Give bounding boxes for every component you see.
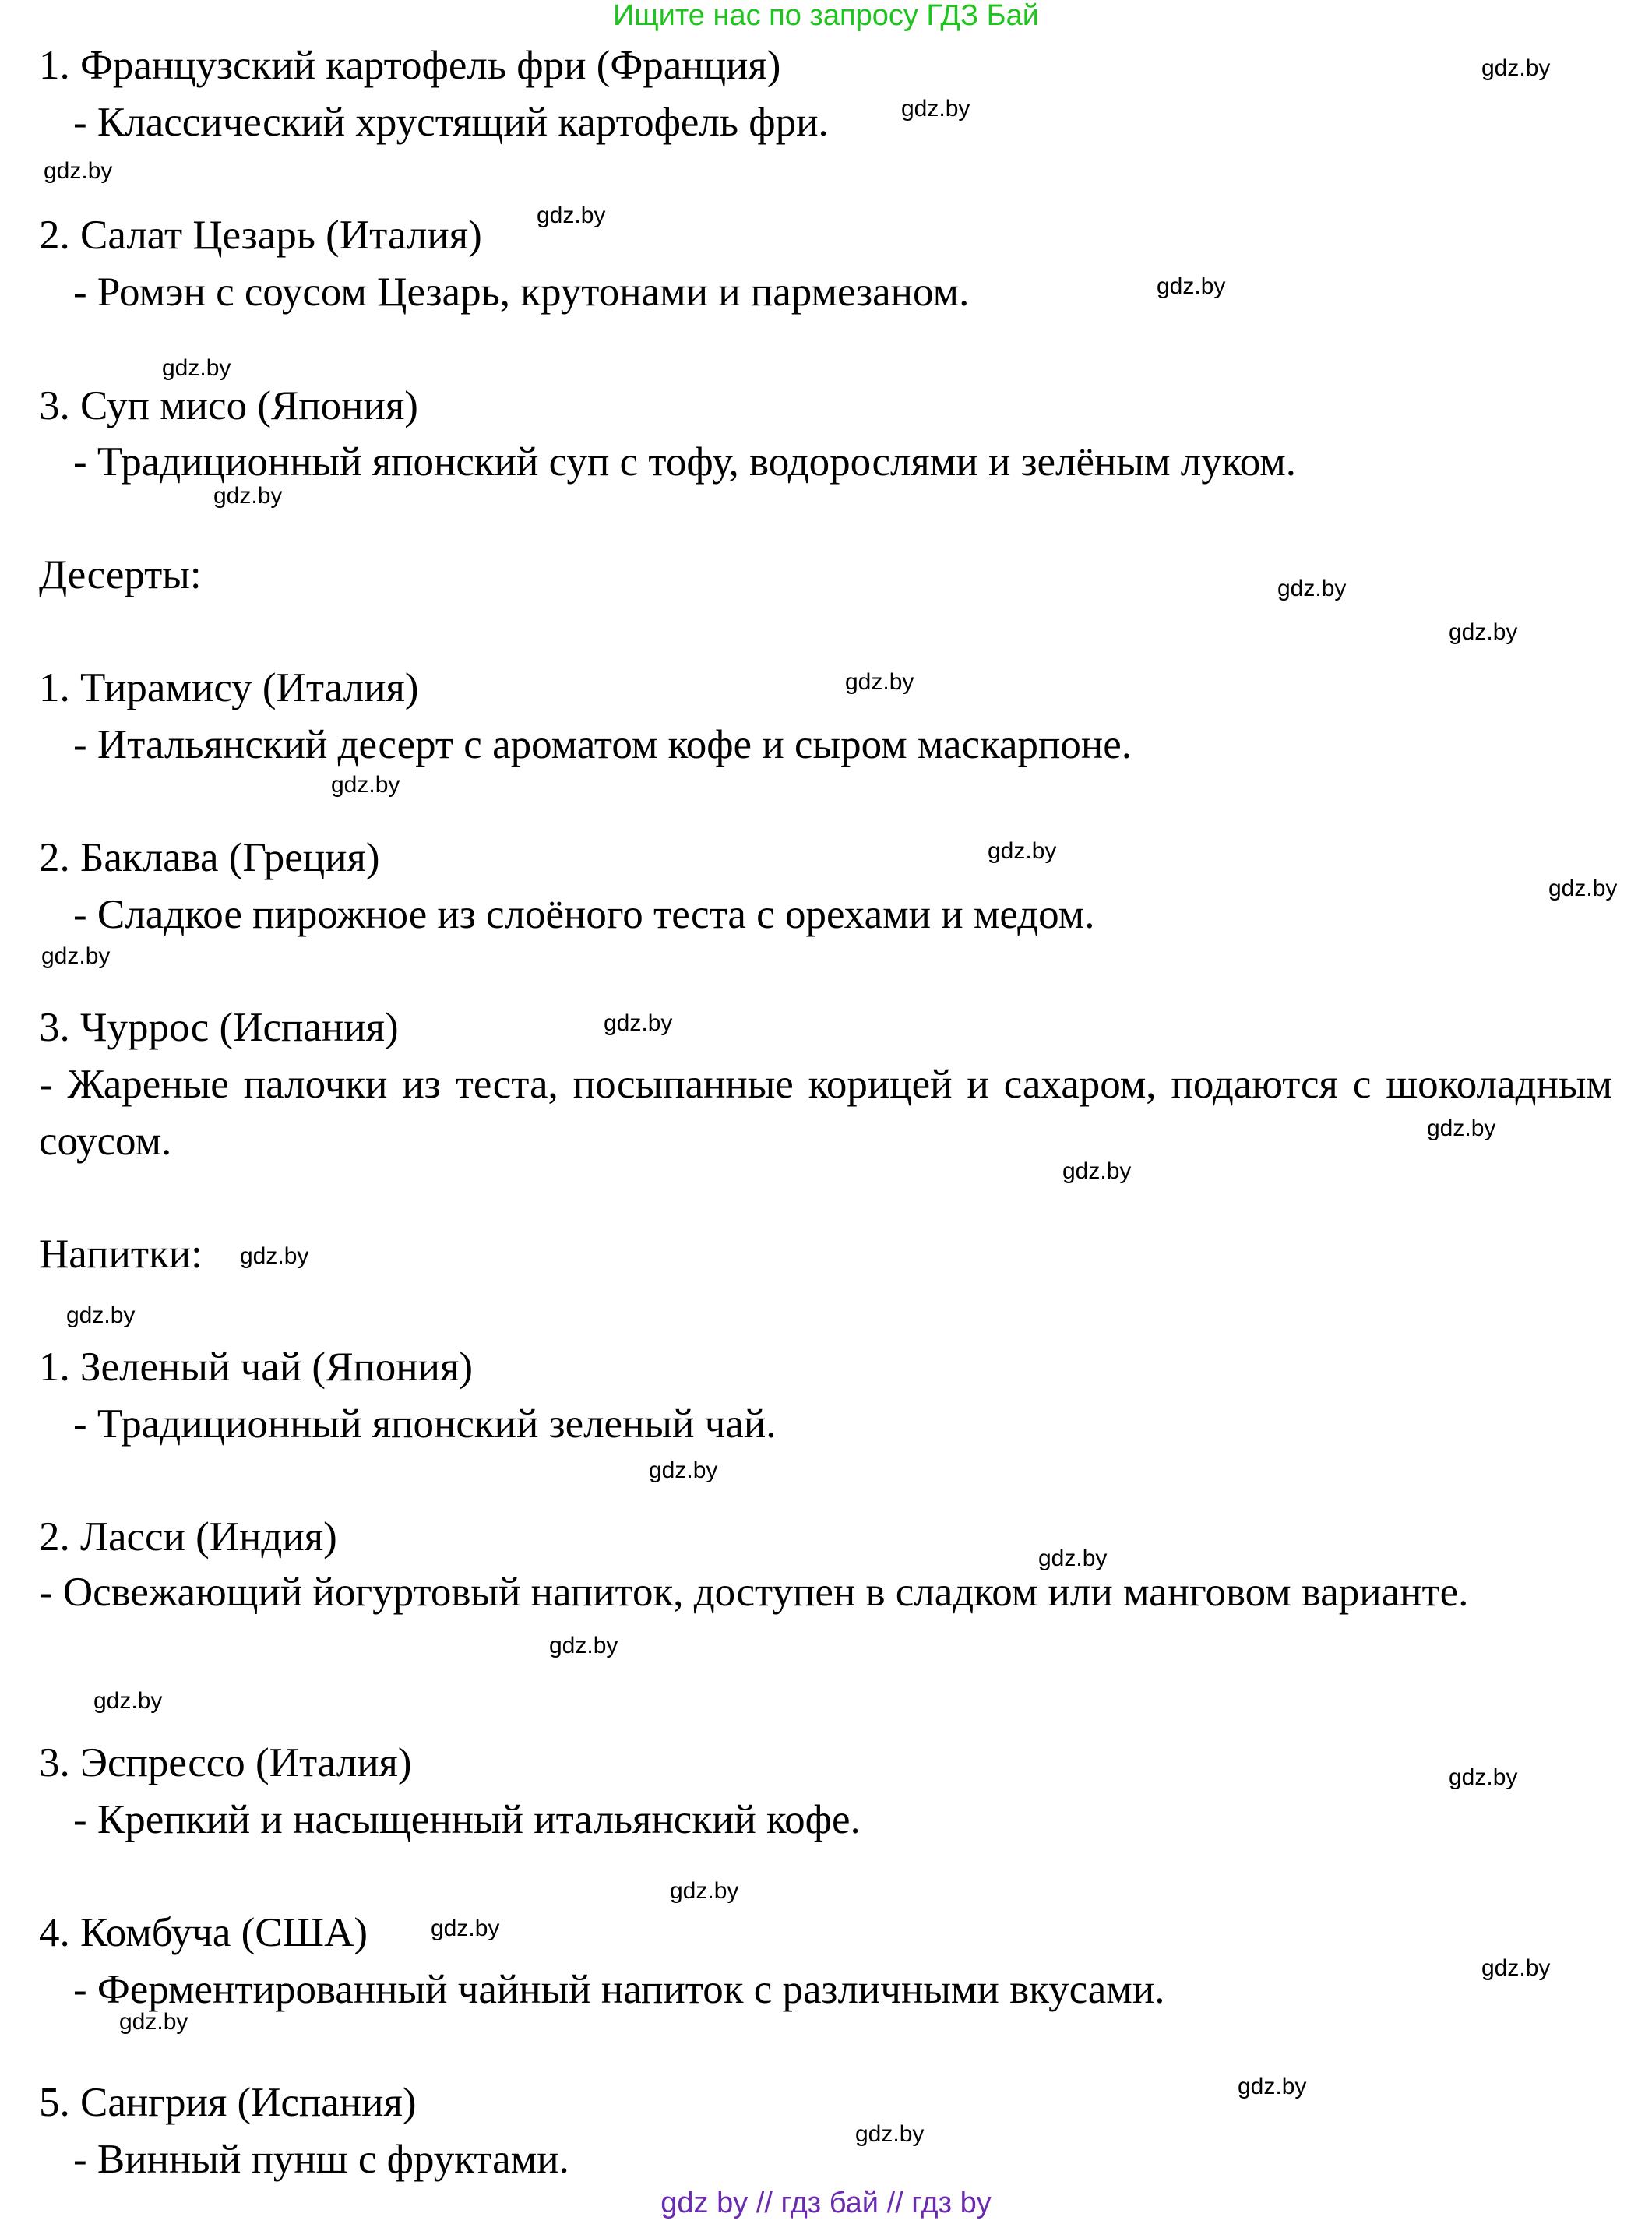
watermark: gdz.by <box>93 1688 163 1714</box>
item-title: 4. Комбуча (США) <box>39 1910 368 1955</box>
watermark: gdz.by <box>1277 576 1347 601</box>
watermark: gdz.by <box>855 2121 925 2147</box>
item-title: 2. Баклава (Греция) <box>39 835 380 880</box>
item-description: - Сладкое пирожное из слоёного теста с орехами и медом. <box>73 892 1095 937</box>
watermark: gdz.by <box>1548 876 1618 901</box>
watermark: gdz.by <box>670 1878 739 1904</box>
watermark: gdz.by <box>1038 1546 1108 1571</box>
watermark: gdz.by <box>988 838 1057 864</box>
watermark: gdz.by <box>649 1457 718 1483</box>
watermark: gdz.by <box>604 1010 673 1036</box>
item-title: 3. Суп мисо (Япония) <box>39 383 418 428</box>
watermark: gdz.by <box>431 1916 500 1941</box>
item-description: - Ромэн с соусом Цезарь, крутонами и пармезаном. <box>73 270 970 315</box>
watermark: gdz.by <box>549 1633 618 1658</box>
watermark: gdz.by <box>240 1243 309 1269</box>
watermark: gdz.by <box>44 158 113 184</box>
watermark: gdz.by <box>1062 1158 1132 1184</box>
item-title: 1. Тирамису (Италия) <box>39 665 419 710</box>
watermark: gdz.by <box>901 96 970 122</box>
watermark: gdz.by <box>1157 273 1226 299</box>
watermark: gdz.by <box>1449 619 1518 645</box>
watermark: gdz.by <box>213 483 283 509</box>
item-description: - Традиционный японский зеленый чай. <box>73 1401 777 1447</box>
item-description: - Винный пунш с фруктами. <box>73 2137 569 2182</box>
watermark: gdz.by <box>1427 1116 1496 1141</box>
watermark: gdz.by <box>1481 1955 1551 1981</box>
item-title: 3. Чуррос (Испания) <box>39 1005 399 1050</box>
watermark: gdz.by <box>331 772 400 798</box>
item-title: 5. Сангрия (Испания) <box>39 2080 417 2125</box>
watermark: gdz.by <box>1449 1764 1518 1790</box>
item-title: 2. Салат Цезарь (Италия) <box>39 213 482 258</box>
section-heading-drinks: Напитки: <box>39 1232 203 1277</box>
watermark: gdz.by <box>162 355 231 381</box>
watermark: gdz.by <box>119 2009 188 2035</box>
item-description: - Ферментированный чайный напиток с различными вкусами. <box>73 1967 1165 2012</box>
item-title: 3. Эспрессо (Италия) <box>39 1740 412 1785</box>
item-description: - Освежающий йогуртовый напиток, доступен в сладком или манговом варианте. <box>39 1570 1469 1615</box>
item-description: - Крепкий и насыщенный итальянский кофе. <box>73 1797 861 1842</box>
item-title: 2. Ласси (Индия) <box>39 1514 337 1560</box>
watermark: gdz.by <box>1238 2074 1307 2099</box>
section-heading-desserts: Десерты: <box>39 552 202 597</box>
watermark: gdz.by <box>66 1302 136 1328</box>
watermark: gdz.by <box>41 943 111 969</box>
item-title: 1. Зеленый чай (Япония) <box>39 1345 474 1390</box>
watermark: gdz.by <box>537 203 606 228</box>
search-hint-banner[interactable]: Ищите нас по запросу ГДЗ Бай <box>613 0 1039 32</box>
item-description: - Традиционный японский суп с тофу, водорослями и зелёным луком. <box>73 439 1297 485</box>
item-title: 1. Французский картофель фри (Франция) <box>39 43 781 88</box>
watermark: gdz.by <box>845 669 914 695</box>
item-description: - Классический хрустящий картофель фри. <box>73 100 829 145</box>
watermark: gdz.by <box>1481 55 1551 81</box>
item-description: - Жареные палочки из теста, посыпанные корицей и сахаром, подаются с шоколадным соусом. <box>39 1062 1612 1164</box>
footer-links[interactable]: gdz by // гдз бай // гдз by <box>660 2187 992 2219</box>
item-description: - Итальянский десерт с ароматом кофе и сыром маскарпоне. <box>73 722 1132 767</box>
